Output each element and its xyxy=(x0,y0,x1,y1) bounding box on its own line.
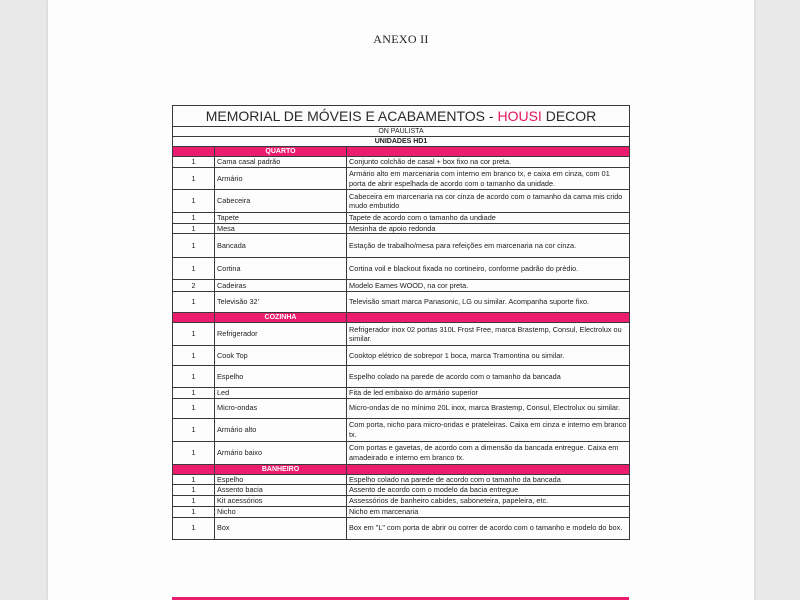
memorial-table-body xyxy=(173,106,630,540)
item-description: Cortina voil e blackout fixada no cortineiro, conforme padrão do prédio. xyxy=(347,258,630,280)
table-row xyxy=(173,474,630,485)
section-header-label: COZINHA xyxy=(215,313,347,323)
table-units: UNIDADES HD1 xyxy=(173,137,630,147)
item-name: Cadeiras xyxy=(215,280,347,292)
item-quantity: 1 xyxy=(173,517,215,539)
section-header-blank xyxy=(173,313,215,323)
item-description: Refrigerador inox 02 portas 310L Frost Free, marca Brastemp, Consul, Electrolux ou similar. xyxy=(347,323,630,346)
table-row xyxy=(173,441,630,464)
item-name: Armário xyxy=(215,168,347,190)
table-row xyxy=(173,517,630,539)
item-quantity: 1 xyxy=(173,157,215,168)
title-end: DECOR xyxy=(541,108,597,124)
item-name: Micro-ondas xyxy=(215,398,347,418)
section-header-label: BANHEIRO xyxy=(215,464,347,474)
item-quantity: 1 xyxy=(173,168,215,190)
title-brand: HOUSI xyxy=(497,108,542,124)
item-quantity: 1 xyxy=(173,234,215,258)
item-description: Com portas e gavetas, de acordo com a dimensão da bancada entregue. Caixa em amadeirado e interno em branco tx. xyxy=(347,441,630,464)
item-name: Armário alto xyxy=(215,418,347,441)
item-quantity: 1 xyxy=(173,346,215,366)
table-row xyxy=(173,258,630,280)
item-description: Nicho em marcenaria xyxy=(347,506,630,517)
table-title-row xyxy=(173,106,630,127)
annex-title: ANEXO II xyxy=(373,32,429,46)
item-name: Kit acessórios xyxy=(215,495,347,506)
item-quantity: 1 xyxy=(173,213,215,224)
item-name: Cama casal padrão xyxy=(215,157,347,168)
item-name: Espelho xyxy=(215,366,347,388)
item-description: Armário alto em marcenaria com interno em branco tx, e caixa em cinza, com 01 porta de abrir espelhada de acordo com o tamanho da unidade. xyxy=(347,168,630,190)
item-name: Televisão 32' xyxy=(215,292,347,313)
item-quantity: 1 xyxy=(173,323,215,346)
item-quantity: 1 xyxy=(173,418,215,441)
item-name: Cabeceira xyxy=(215,190,347,213)
table-row xyxy=(173,398,630,418)
section-header-cozinha xyxy=(173,313,630,323)
item-quantity: 1 xyxy=(173,441,215,464)
item-name: Armário baixo xyxy=(215,441,347,464)
item-description: Micro-ondas de no mínimo 20L inox, marca Brastemp, Consul, Electrolux ou similar. xyxy=(347,398,630,418)
item-name: Mesa xyxy=(215,223,347,234)
table-row xyxy=(173,223,630,234)
item-quantity: 1 xyxy=(173,258,215,280)
item-description: Assessórios de banheiro cabides, saboneteira, papeleira, etc. xyxy=(347,495,630,506)
item-description: Estação de trabalho/mesa para refeições em marcenaria na cor cinza. xyxy=(347,234,630,258)
table-row xyxy=(173,190,630,213)
item-quantity: 1 xyxy=(173,506,215,517)
table-row xyxy=(173,418,630,441)
table-row xyxy=(173,366,630,388)
document-page xyxy=(48,0,754,600)
item-quantity: 1 xyxy=(173,223,215,234)
units-row xyxy=(173,137,630,147)
table-row xyxy=(173,388,630,399)
item-description: Cabeceira em marcenaria na cor cinza de acordo com o tamanho da cama mis crido mudo embutido xyxy=(347,190,630,213)
item-quantity: 1 xyxy=(173,388,215,399)
table-row xyxy=(173,495,630,506)
subtitle-row xyxy=(173,127,630,137)
item-quantity: 2 xyxy=(173,280,215,292)
item-name: Tapete xyxy=(215,213,347,224)
item-description: Modelo Eames WOOD, na cor preta. xyxy=(347,280,630,292)
item-name: Bancada xyxy=(215,234,347,258)
item-quantity: 1 xyxy=(173,366,215,388)
table-row xyxy=(173,346,630,366)
table-row xyxy=(173,323,630,346)
item-description: Box em "L" com porta de abrir ou correr de acordo com o tamanho e modelo do box. xyxy=(347,517,630,539)
section-header-blank xyxy=(347,464,630,474)
table-subtitle: ON PAULISTA xyxy=(173,127,630,137)
item-description: Espelho colado na parede de acordo com o tamanho da bancada xyxy=(347,366,630,388)
item-description: Mesinha de apoio redonda xyxy=(347,223,630,234)
item-description: Cooktop elétrico de sobrepor 1 boca, marca Tramontina ou similar. xyxy=(347,346,630,366)
item-name: Cook Top xyxy=(215,346,347,366)
item-name: Assento bacia xyxy=(215,485,347,496)
item-quantity: 1 xyxy=(173,292,215,313)
table-row xyxy=(173,213,630,224)
item-description: Conjunto colchão de casal + box fixo na cor preta. xyxy=(347,157,630,168)
table-row xyxy=(173,506,630,517)
item-name: Cortina xyxy=(215,258,347,280)
table-row xyxy=(173,292,630,313)
section-header-banheiro xyxy=(173,464,630,474)
table-row xyxy=(173,485,630,496)
table-row xyxy=(173,280,630,292)
item-quantity: 1 xyxy=(173,495,215,506)
title-main: MEMORIAL DE MÓVEIS E ACABAMENTOS - xyxy=(205,108,498,124)
table-row xyxy=(173,157,630,168)
item-description: Com porta, nicho para micro-ondas e prateleiras. Caixa em cinza e interno em branco tx. xyxy=(347,418,630,441)
item-description: Televisão smart marca Panasonic, LG ou similar. Acompanha suporte fixo. xyxy=(347,292,630,313)
item-description: Espelho colado na parede de acordo com o tamanho da bancada xyxy=(347,474,630,485)
item-description: Tapete de acordo com o tamanho da undiade xyxy=(347,213,630,224)
item-description: Assento de acordo com o modelo da bacia entregue xyxy=(347,485,630,496)
section-header-blank xyxy=(347,147,630,157)
table-row xyxy=(173,168,630,190)
section-header-label: QUARTO xyxy=(215,147,347,157)
section-header-blank xyxy=(347,313,630,323)
item-quantity: 1 xyxy=(173,485,215,496)
item-quantity: 1 xyxy=(173,190,215,213)
item-description: Fita de led embaixo do armário superior xyxy=(347,388,630,399)
table-row xyxy=(173,234,630,258)
item-name: Box xyxy=(215,517,347,539)
section-header-quarto xyxy=(173,147,630,157)
item-name: Refrigerador xyxy=(215,323,347,346)
item-name: Espelho xyxy=(215,474,347,485)
item-name: Led xyxy=(215,388,347,399)
memorial-table xyxy=(172,105,630,540)
item-quantity: 1 xyxy=(173,398,215,418)
section-header-blank xyxy=(173,147,215,157)
table-title xyxy=(173,106,630,127)
section-header-blank xyxy=(173,464,215,474)
item-name: Nicho xyxy=(215,506,347,517)
item-quantity: 1 xyxy=(173,474,215,485)
